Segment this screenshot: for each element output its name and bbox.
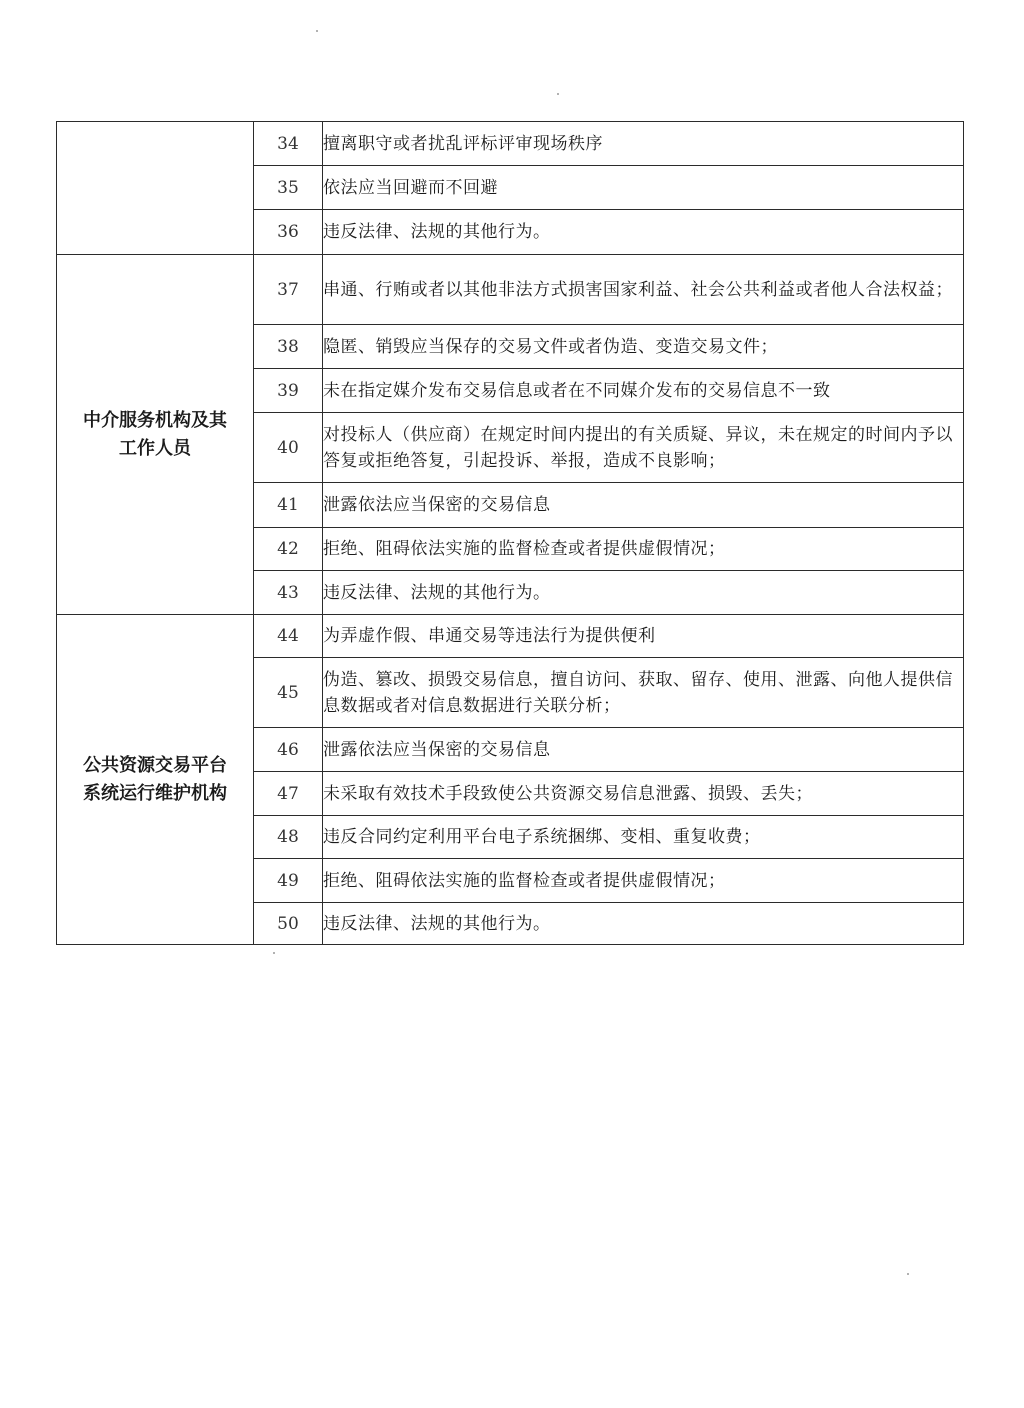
violations-table — [56, 121, 964, 945]
item-number: 37 — [254, 255, 323, 325]
item-description: 违反法律、法规的其他行为。 — [323, 903, 964, 945]
table-row — [57, 255, 964, 325]
item-description: 违反法律、法规的其他行为。 — [323, 571, 964, 615]
category-label-line: 公共资源交易平台 — [83, 754, 227, 776]
item-description: 擅离职守或者扰乱评标评审现场秩序 — [323, 122, 964, 166]
category-label-line: 工作人员 — [119, 437, 191, 459]
item-number: 36 — [254, 210, 323, 255]
scan-speck — [907, 1273, 909, 1275]
item-description: 依法应当回避而不回避 — [323, 166, 964, 210]
scan-speck — [557, 93, 559, 95]
item-description: 违反法律、法规的其他行为。 — [323, 210, 964, 255]
table-row — [57, 615, 964, 658]
item-number: 47 — [254, 772, 323, 816]
item-number: 45 — [254, 658, 323, 728]
item-number: 38 — [254, 325, 323, 369]
item-number: 43 — [254, 571, 323, 615]
item-number: 40 — [254, 413, 323, 483]
scan-speck — [273, 952, 275, 954]
item-number: 39 — [254, 369, 323, 413]
item-number: 44 — [254, 615, 323, 658]
item-number: 42 — [254, 528, 323, 571]
item-number: 46 — [254, 728, 323, 772]
item-description: 泄露依法应当保密的交易信息 — [323, 728, 964, 772]
category-cell — [57, 122, 254, 255]
category-cell — [57, 615, 254, 945]
item-description: 伪造、篡改、损毁交易信息，擅自访问、获取、留存、使用、泄露、向他人提供信息数据或者对信息数据进行关联分析； — [323, 658, 964, 728]
item-description: 串通、行贿或者以其他非法方式损害国家利益、社会公共利益或者他人合法权益； — [323, 255, 964, 325]
category-cell — [57, 255, 254, 615]
item-number: 49 — [254, 859, 323, 903]
item-description: 对投标人（供应商）在规定时间内提出的有关质疑、异议，未在规定的时间内予以答复或拒绝答复，引起投诉、举报，造成不良影响； — [323, 413, 964, 483]
item-description: 拒绝、阻碍依法实施的监督检查或者提供虚假情况； — [323, 528, 964, 571]
item-description: 隐匿、销毁应当保存的交易文件或者伪造、变造交易文件； — [323, 325, 964, 369]
item-description: 泄露依法应当保密的交易信息 — [323, 483, 964, 528]
item-number: 41 — [254, 483, 323, 528]
item-number: 50 — [254, 903, 323, 945]
item-description: 拒绝、阻碍依法实施的监督检查或者提供虚假情况； — [323, 859, 964, 903]
category-label-line: 系统运行维护机构 — [83, 782, 227, 804]
item-number: 34 — [254, 122, 323, 166]
scan-speck — [316, 30, 318, 32]
table-body — [57, 122, 964, 945]
item-description: 未采取有效技术手段致使公共资源交易信息泄露、损毁、丢失； — [323, 772, 964, 816]
table-row — [57, 122, 964, 166]
item-description: 为弄虚作假、串通交易等违法行为提供便利 — [323, 615, 964, 658]
item-description: 未在指定媒介发布交易信息或者在不同媒介发布的交易信息不一致 — [323, 369, 964, 413]
item-number: 35 — [254, 166, 323, 210]
item-description: 违反合同约定利用平台电子系统捆绑、变相、重复收费； — [323, 816, 964, 859]
item-number: 48 — [254, 816, 323, 859]
category-label-line: 中介服务机构及其 — [83, 409, 227, 431]
